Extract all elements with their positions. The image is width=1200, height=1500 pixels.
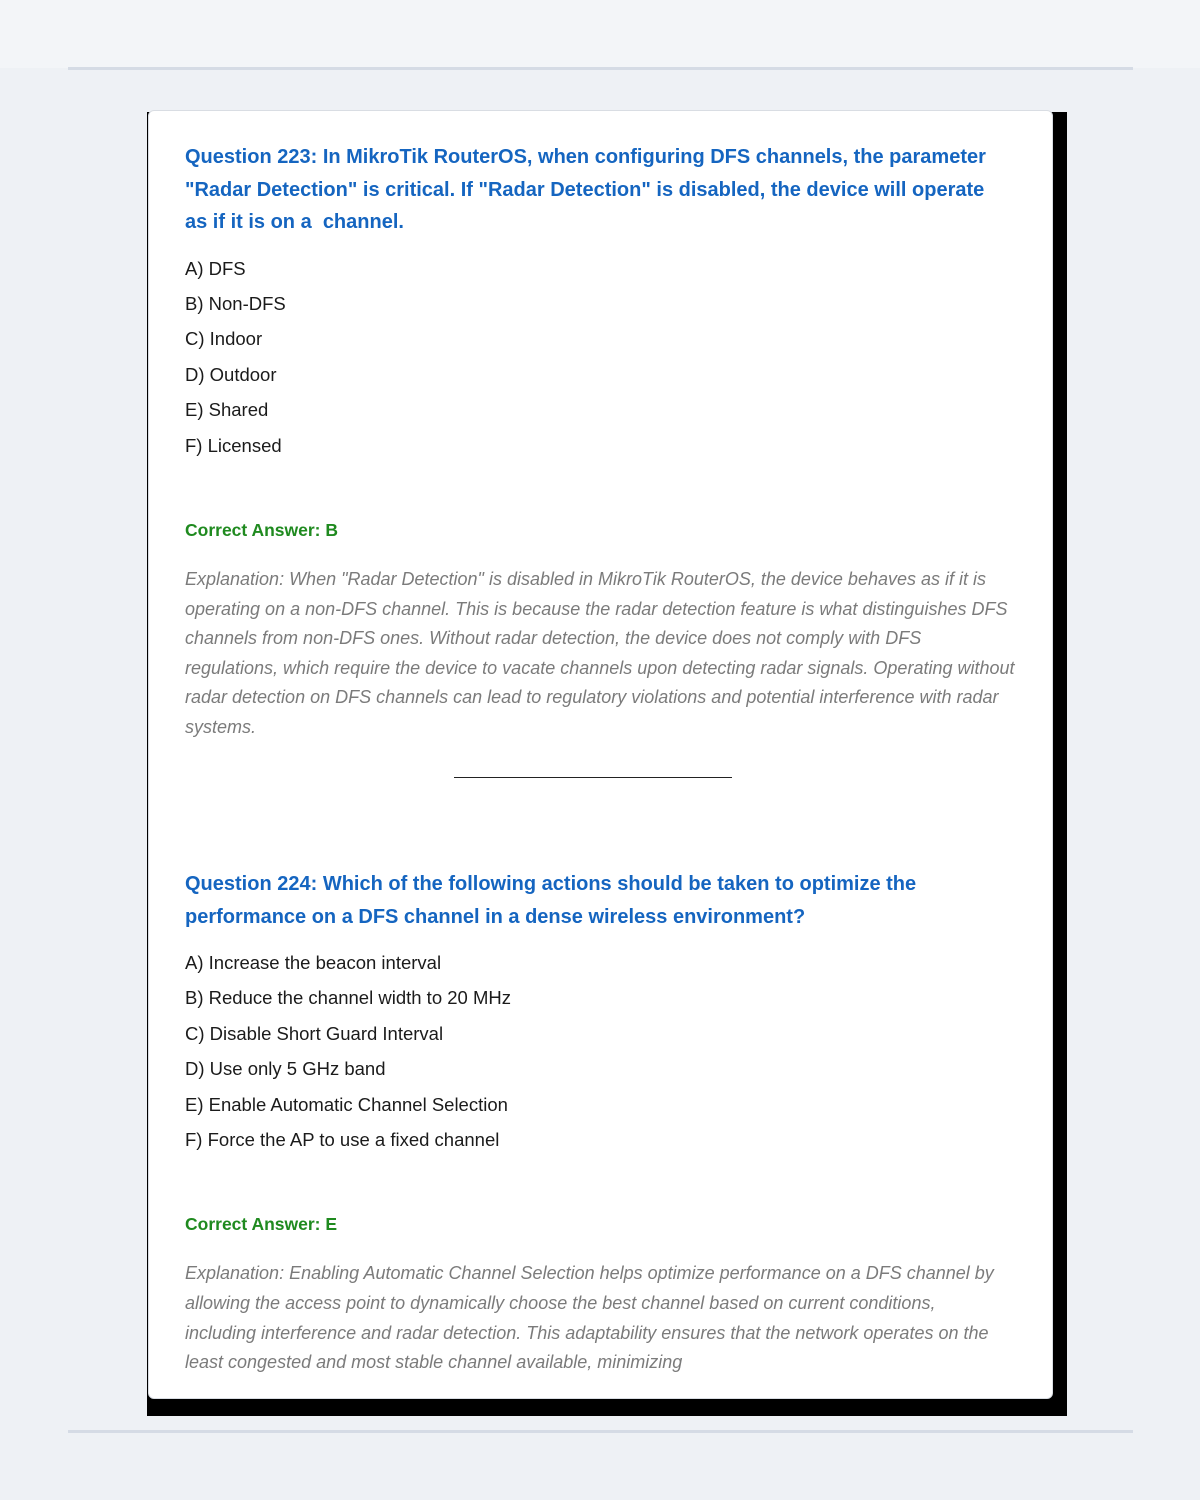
question-block-224 bbox=[185, 868, 1020, 1378]
option-e: E) Enable Automatic Channel Selection bbox=[185, 1093, 508, 1115]
correct-answer: Correct Answer: B bbox=[185, 519, 338, 540]
question-title: Question 224: Which of the following actions should be taken to optimize the performance on a DFS channel in a dense wireless environment? bbox=[185, 873, 922, 928]
top-bar bbox=[0, 0, 1200, 68]
option-c: C) Disable Short Guard Interval bbox=[185, 1022, 444, 1044]
explanation: Explanation: When "Radar Detection" is disabled in MikroTik RouterOS, the device behaves as if it is operating on a non-DFS channel. This is because the radar detection feature is what distinguishes DFS channels from non-DFS ones. Without radar detection, the device does not comply with DFS regulations, which require the device to vacate channels upon detecting radar signals. Operating without radar detection on DFS channels can lead to regulatory violations and potential interference with radar systems. bbox=[185, 568, 1015, 737]
page-content bbox=[185, 141, 1020, 1378]
document-page bbox=[148, 110, 1053, 1399]
option-c: C) Indoor bbox=[185, 328, 263, 350]
question-block-223 bbox=[185, 141, 1020, 743]
option-a: A) Increase the beacon interval bbox=[185, 952, 442, 973]
option-f: F) Force the AP to use a fixed channel bbox=[185, 1129, 500, 1151]
option-e: E) Shared bbox=[185, 399, 269, 421]
correct-answer: Correct Answer: E bbox=[185, 1214, 338, 1235]
bottom-divider bbox=[68, 1430, 1133, 1433]
question-title: Question 223: In MikroTik RouterOS, when configuring DFS channels, the parameter "Radar Detection" is critical. If "Radar Detection" is disabled, the device will operate as if it is on a channel. bbox=[185, 146, 992, 233]
top-divider bbox=[68, 67, 1133, 70]
option-b: B) Reduce the channel width to 20 MHz bbox=[185, 987, 511, 1009]
option-list bbox=[185, 945, 1020, 1157]
option-d: D) Outdoor bbox=[185, 363, 277, 385]
explanation: Explanation: Enabling Automatic Channel Selection helps optimize performance on a DFS channel by allowing the access point to dynamically choose the best channel based on current conditions, including interference and radar detection. This adaptability ensures that the network operates on the least congested and most stable channel available, minimizing bbox=[185, 1263, 994, 1373]
section-separator bbox=[454, 777, 732, 779]
option-b: B) Non-DFS bbox=[185, 292, 286, 314]
option-d: D) Use only 5 GHz band bbox=[185, 1058, 386, 1080]
option-a: A) DFS bbox=[185, 257, 246, 279]
option-f: F) Licensed bbox=[185, 434, 282, 456]
option-list bbox=[185, 251, 1020, 463]
